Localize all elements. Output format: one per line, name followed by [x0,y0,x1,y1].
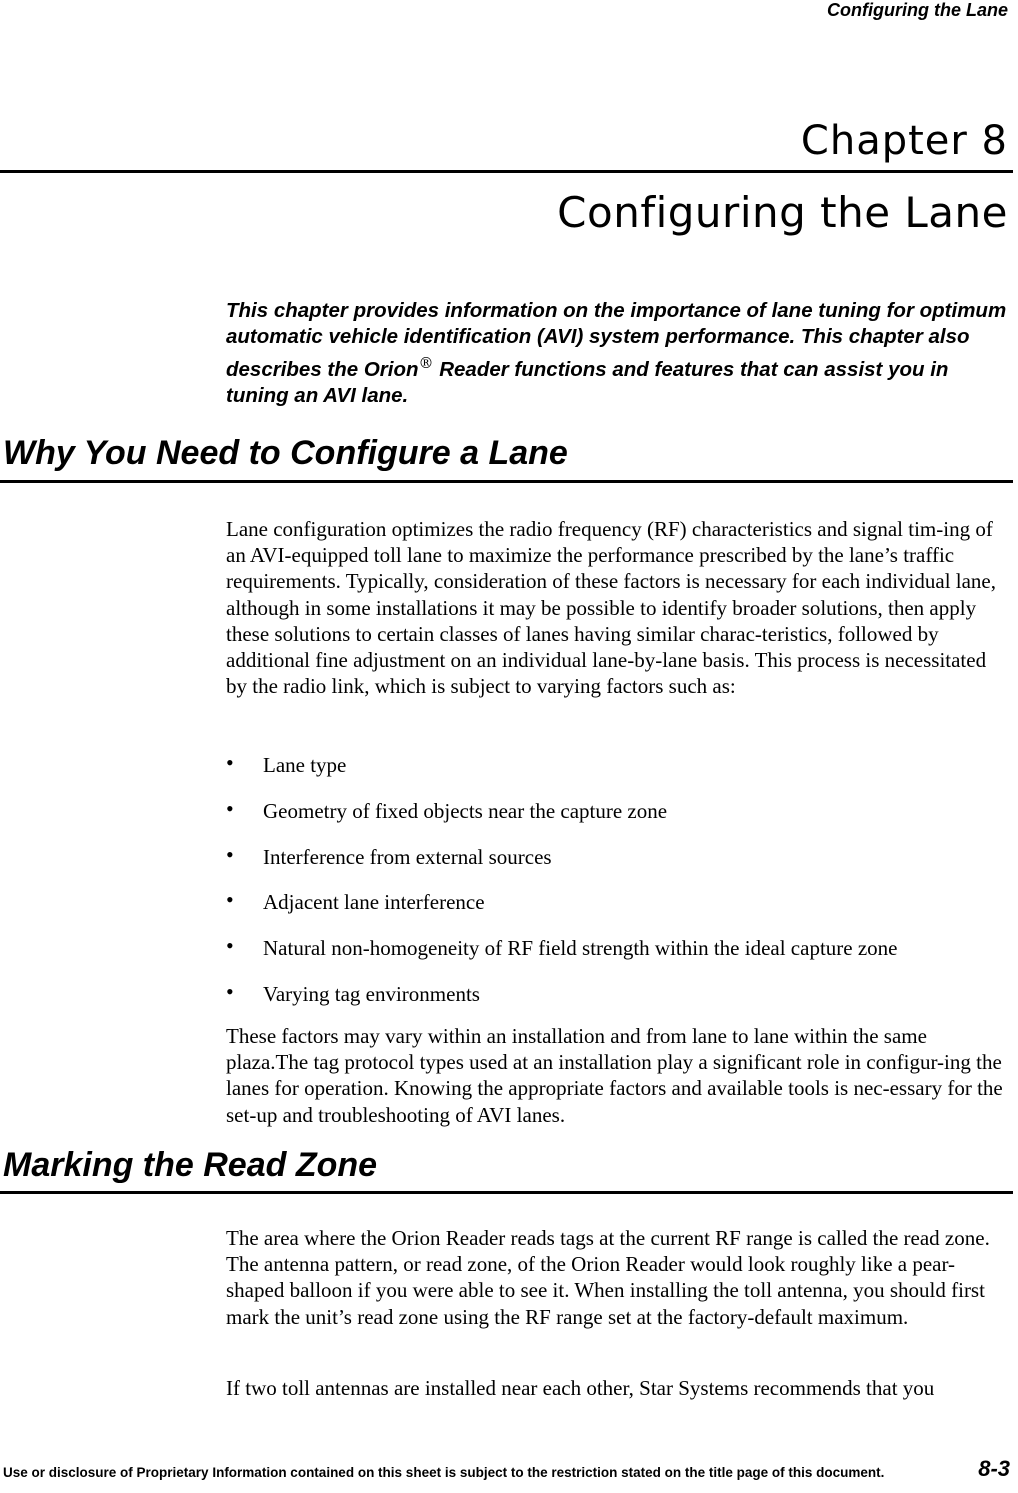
list-item-text: Lane type [263,753,347,777]
section-heading-configure-lane: Why You Need to Configure a Lane [3,434,568,472]
chapter-rule [0,170,1013,173]
chapter-title: Configuring the Lane [557,188,1008,237]
factor-list [226,750,1012,1025]
registered-mark: ® [418,354,434,372]
intro-text-start: This chapter provides information on the importance of lane tuning for optimum automatic vehicle identification (AVI) system performance. This chapter also describes the Orion [226,299,1007,381]
chapter-intro [226,298,1011,409]
list-item [226,887,1012,933]
section-heading-read-zone: Marking the Read Zone [3,1146,378,1184]
list-item [226,796,1012,842]
page-number: 8-3 [978,1456,1010,1481]
list-item-text: Natural non-homogeneity of RF field strength within the ideal capture zone [263,936,898,961]
list-item-text: Adjacent lane interference [263,890,485,915]
proprietary-notice: Use or disclosure of Proprietary Information contained on this sheet is subject to the restriction stated on the title page of this document. [3,1465,885,1480]
bullet-icon: • [226,795,234,821]
bullet-icon: • [226,750,234,775]
list-item [226,933,1012,979]
running-header: Configuring the Lane [827,0,1008,20]
chapter-number: Chapter 8 [800,118,1008,164]
list-item-text: Geometry of fixed objects near the capture zone [263,798,668,823]
paragraph-factors-vary: These factors may vary within an installation and from lane to lane within the same plaza.The tag protocol types used at an installation play a significant role in configur-ing the lanes for operation. Knowing the appropriate factors and available tools is nec-essary for the set-up and troubleshooting of AVI lanes. [226,1024,1003,1127]
list-item [226,979,1012,1025]
paragraph-two-antennas: If two toll antennas are installed near each other, Star Systems recommends that you [226,1376,935,1400]
list-item [226,750,1012,796]
paragraph-lane-configuration: Lane configuration optimizes the radio frequency (RF) characteristics and signal tim-ing of an AVI-equipped toll lane to maximize the performance prescribed by the lane’s traffic requirements. Typically, consideration of these factors is necessary for each individual lane, although in some installations it may be possible to identify broader solutions, then apply these solutions to certain classes of lanes having similar charac-teristics, followed by additional fine adjustment on an individual lane-by-lane basis. This process is necessitated by the radio link, which is subject to varying factors such as: [226,517,997,699]
bullet-icon: • [226,933,234,959]
section-rule [0,1191,1013,1194]
bullet-icon: • [226,978,234,1004]
bullet-icon: • [226,887,234,913]
section-rule [0,480,1013,483]
paragraph-read-zone: The area where the Orion Reader reads tags at the current RF range is called the read zone. The antenna pattern, or read zone, of the Orion Reader would look roughly like a pear-shaped balloon if you were able to see it. When installing the toll antenna, you should first mark the unit’s read zone using the RF range set at the factory-default maximum. [226,1226,990,1329]
bullet-icon: • [226,841,234,867]
intro-text-end: Reader functions and features that can assist you in tuning an AVI lane. [226,357,949,407]
list-item [226,842,1012,888]
list-item-text: Interference from external sources [263,844,552,869]
list-item-text: Varying tag environments [263,981,480,1006]
